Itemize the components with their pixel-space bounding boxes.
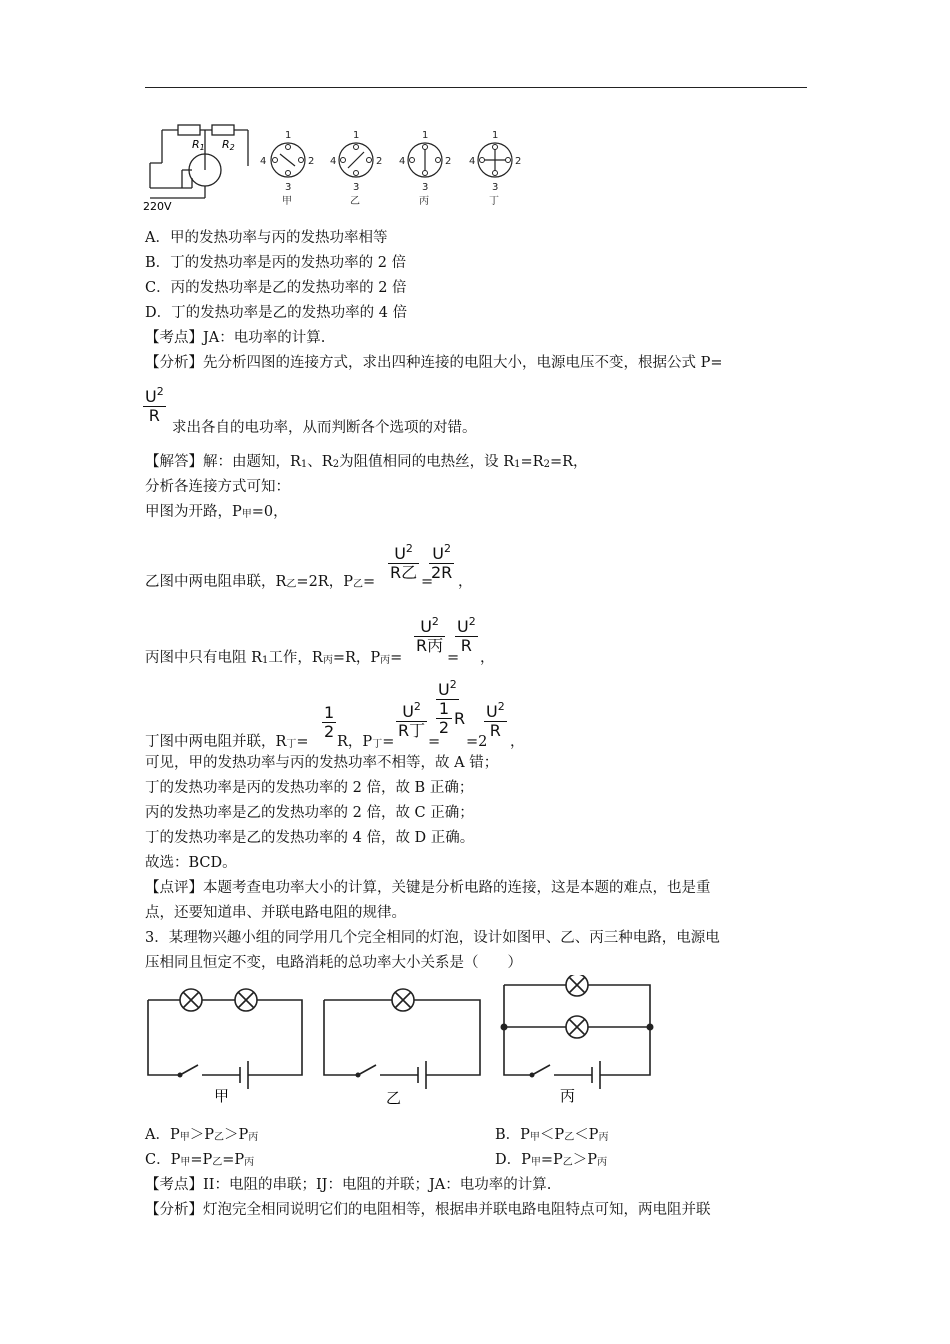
knob-label: 1	[422, 130, 429, 141]
voltage-label: 220V	[143, 200, 172, 213]
figure-caption: 丙	[419, 196, 429, 207]
knob-label: 2	[515, 156, 522, 167]
formula-fraction: $\frac{U^2}{R}$	[145, 385, 164, 425]
figure-caption: 丁	[489, 196, 499, 207]
q3-option-b: B．P甲＜P乙＜P丙	[495, 1127, 609, 1143]
heater-switch-figure	[140, 118, 540, 218]
q2-ding-mid: R，P丁=	[337, 734, 395, 750]
q2-yi-line: 乙图中两电阻串联，R乙=2R，P乙=	[145, 574, 376, 590]
q2-jia-line: 甲图为开路，P甲=0，	[145, 504, 288, 520]
knob-label: 3	[285, 182, 292, 193]
q3-stem-2: 压相同且恒定不变，电路消耗的总功率大小关系是（ ）	[145, 955, 522, 971]
r1-label: R1	[192, 138, 205, 152]
q3-option-a: A．P甲＞P乙＞P丙	[145, 1127, 259, 1143]
knob-label: 3	[353, 182, 360, 193]
equals-sign: =	[447, 650, 460, 666]
q2-option-c: C．丙的发热功率是乙的发热功率的 2 倍	[145, 280, 407, 296]
figure-caption: 乙	[350, 196, 360, 207]
q2-dianping-2: 点，还要知道串、并联电路电阻的规律。	[145, 905, 406, 921]
circuit-caption: 甲	[214, 1087, 230, 1105]
q2-answer: 故选：BCD。	[145, 855, 237, 871]
q2-option-b: B．丁的发热功率是丙的发热功率的 2 倍	[145, 255, 407, 271]
q2-option-d: D．丁的发热功率是乙的发热功率的 4 倍	[145, 305, 408, 321]
formula-fraction: $U^2$ R丙	[416, 615, 444, 655]
knob-label: 2	[445, 156, 452, 167]
q3-option-c: C．P甲=P乙=P丙	[145, 1152, 255, 1168]
figure-caption: 甲	[282, 196, 292, 207]
comma: ，	[480, 650, 495, 666]
q2-analysis-intro: 分析各连接方式可知：	[145, 479, 290, 495]
q3-kaodian: 【考点】II：电阻的串联；IJ：电阻的并联；JA：电功率的计算.	[145, 1177, 552, 1193]
knob-label: 2	[376, 156, 383, 167]
q2-option-a: A．甲的发热功率与丙的发热功率相等	[145, 230, 388, 246]
q2-kaodian: 【考点】JA：电功率的计算.	[145, 330, 326, 346]
equals-sign: =	[428, 734, 441, 750]
q2-bing-line: 丙图中只有电阻 R1工作，R丙=R，P丙=	[145, 650, 403, 666]
q2-fenxi-line2: 求出各自的电功率，从而判断各个选项的对错。	[172, 420, 477, 436]
knob-label: 1	[285, 130, 292, 141]
knob-label: 4	[260, 156, 267, 167]
formula-fraction: $\frac{1}{2}$	[324, 703, 335, 741]
formula-fraction: $\frac{U^2}{R}$	[486, 700, 505, 740]
q3-stem-1: 3．某理物兴趣小组的同学用几个完全相同的灯泡，设计如图甲、乙、丙三种电路，电源电	[145, 930, 720, 946]
knob-label: 1	[353, 130, 360, 141]
formula-fraction: $U^2$ R丁	[398, 700, 426, 740]
q2-jieda: 【解答】解：由题知，R1、R2为阻值相同的电热丝，设 R1=R2=R，	[145, 454, 588, 470]
knob-label: 4	[469, 156, 476, 167]
comma: ，	[458, 574, 473, 590]
comma: ，	[510, 734, 525, 750]
q2-conclusion-4: 丁的发热功率是乙的发热功率的 4 倍，故 D 正确。	[145, 830, 475, 846]
knob-label: 2	[308, 156, 315, 167]
formula-fraction: $\frac{U^2}{2R}$	[431, 542, 453, 582]
q2-conclusion-3: 丙的发热功率是乙的发热功率的 2 倍，故 C 正确；	[145, 805, 474, 821]
q2-ding-line: 丁图中两电阻并联，R丁=	[145, 734, 309, 750]
q2-fenxi-line1: 【分析】先分析四图的连接方式，求出四种连接的电阻大小，电源电压不变，根据公式 P=	[145, 355, 723, 371]
formula-fraction: $U^2$ 1 2 R	[438, 678, 466, 737]
circuit-caption: 丙	[560, 1087, 576, 1105]
knob-label: 4	[399, 156, 406, 167]
q2-dianping-1: 【点评】本题考查电功率大小的计算，关键是分析电路的连接，这是本题的难点，也是重	[145, 880, 711, 896]
formula-fraction: $U^2$ R乙	[390, 542, 418, 582]
q2-conclusion-1: 可见，甲的发热功率与丙的发热功率不相等，故 A 错；	[145, 755, 499, 771]
q3-option-d: D．P甲=P乙＞P丙	[495, 1152, 608, 1168]
knob-label: 4	[330, 156, 337, 167]
knob-label: 3	[422, 182, 429, 193]
knob-label: 3	[492, 182, 499, 193]
q2-conclusion-2: 丁的发热功率是丙的发热功率的 2 倍，故 B 正确；	[145, 780, 474, 796]
header-rule	[145, 87, 807, 88]
r2-label: R2	[222, 138, 235, 152]
knob-label: 1	[492, 130, 499, 141]
q3-fenxi: 【分析】灯泡完全相同说明它们的电阻相等，根据串并联电路电阻特点可知，两电阻并联	[145, 1202, 711, 1218]
equals-sign: =	[421, 574, 434, 590]
equals-two: =2	[466, 734, 488, 750]
formula-fraction: $\frac{U^2}{R}$	[457, 615, 476, 655]
circuits-figure	[140, 975, 670, 1110]
circuit-caption: 乙	[386, 1089, 402, 1107]
